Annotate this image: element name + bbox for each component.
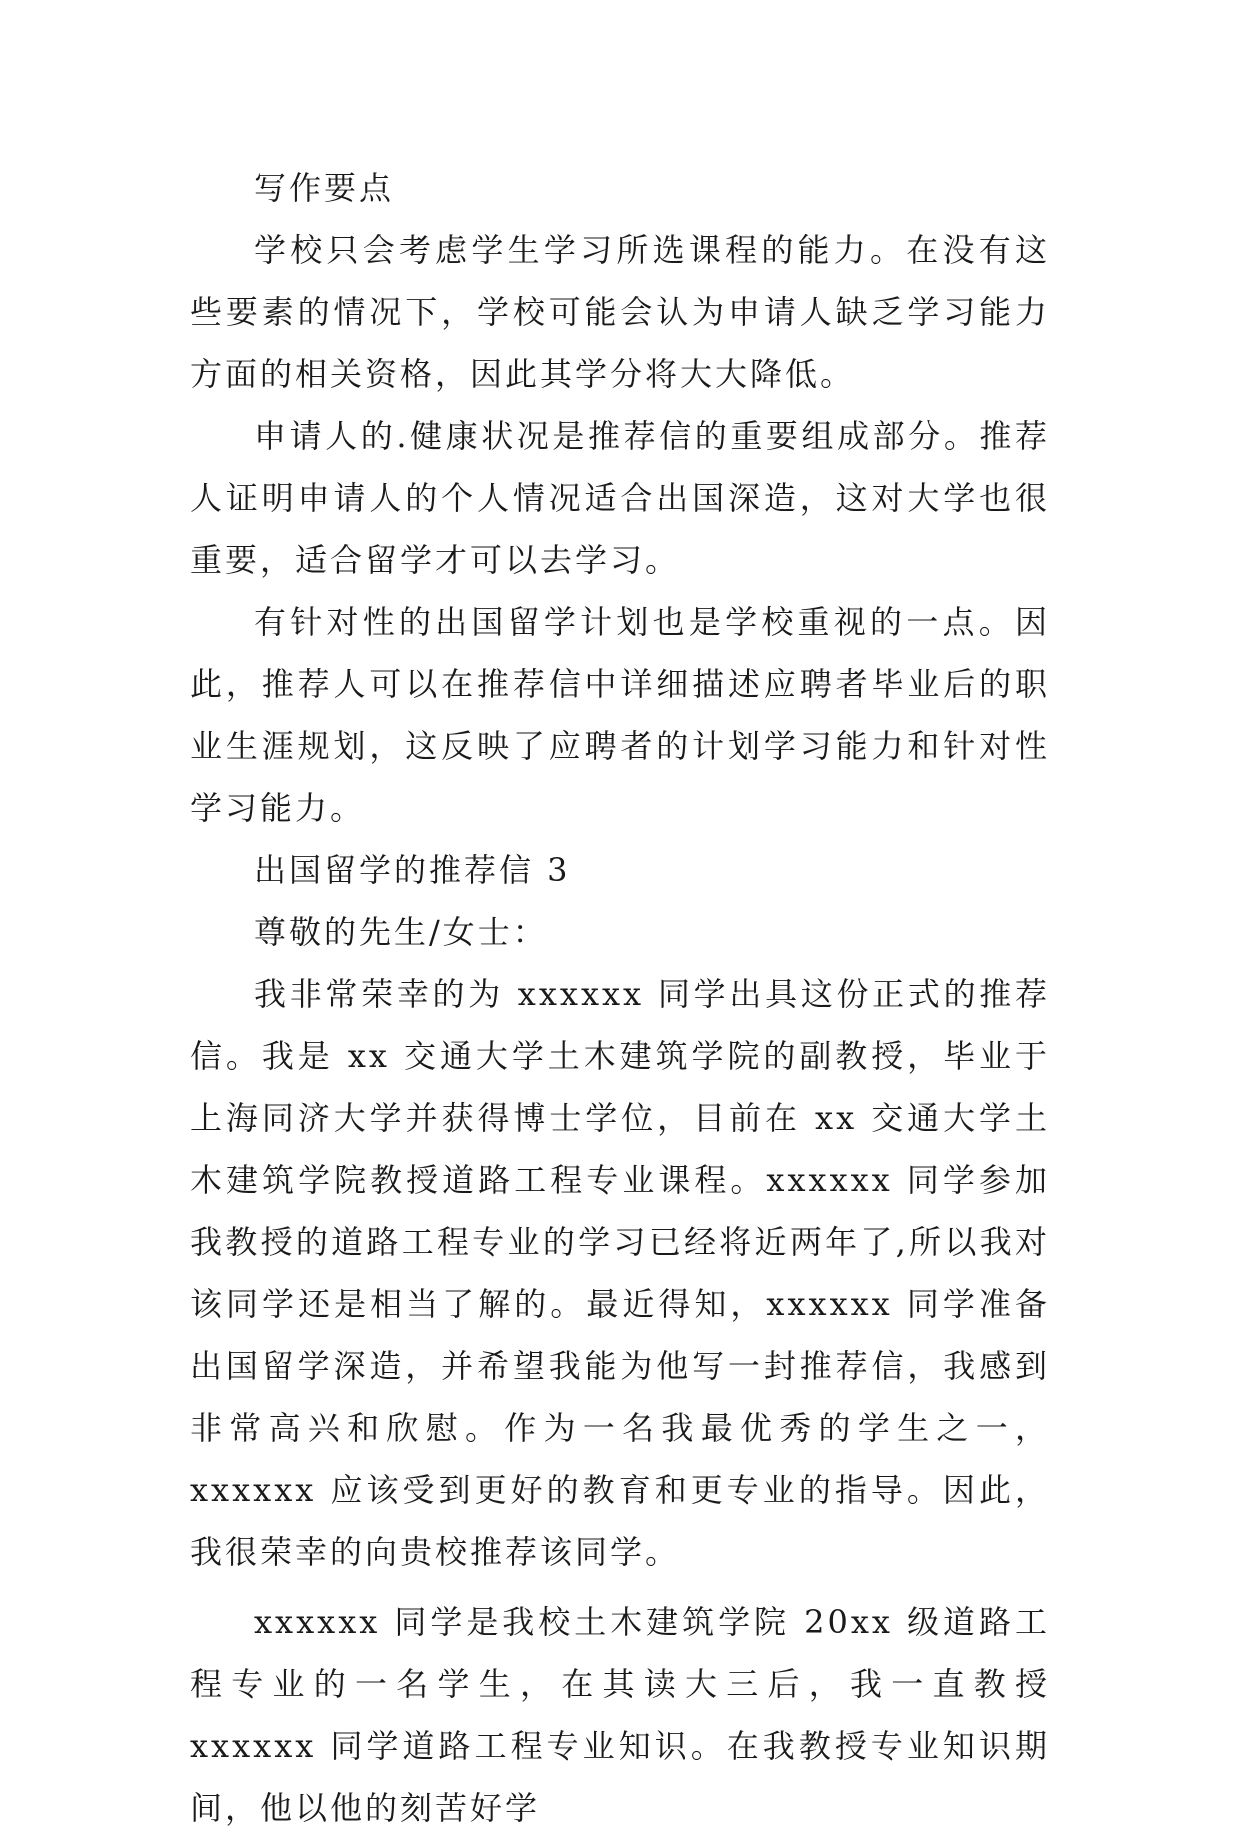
paragraph: 我非常荣幸的为 xxxxxx 同学出具这份正式的推荐信。我是 xx 交通大学土木建筑学院的副教授，毕业于上海同济大学并获得博士学位，目前在 xx 交通大学土木建筑学院教授道路工程专业课程。xxxxxx 同学参加我教授的道路工程专业的学习已经将近两年了,所以我对该同学还是相当了解的。最近得知，xxxxxx 同学准备出国留学深造，并希望我能为他写一封推荐信，我感到非常高兴和欣慰。作为一名我最优秀的学生之一，xxxxxx 应该受到更好的教育和更专业的指导。因此，我很荣幸的向贵校推荐该同学。 bbox=[190, 975, 1050, 1571]
document-body bbox=[190, 157, 1050, 1839]
paragraph: xxxxxx 同学是我校土木建筑学院 20xx 级道路工程专业的一名学生，在其读大三后，我一直教授 xxxxxx 同学道路工程专业知识。在我教授专业知识期间，他以他的刻苦好学 bbox=[190, 1603, 1050, 1827]
paragraph: 有针对性的出国留学计划也是学校重视的一点。因此，推荐人可以在推荐信中详细描述应聘者毕业后的职业生涯规划，这反映了应聘者的计划学习能力和针对性学习能力。 bbox=[190, 603, 1050, 827]
heading-writing-points: 写作要点 bbox=[254, 169, 395, 207]
paragraph: 学校只会考虑学生学习所选课程的能力。在没有这些要素的情况下，学校可能会认为申请人缺乏学习能力方面的相关资格，因此其学分将大大降低。 bbox=[190, 231, 1050, 393]
letter-title: 出国留学的推荐信 3 bbox=[254, 851, 571, 889]
paragraph: 申请人的.健康状况是推荐信的重要组成部分。推荐人证明申请人的个人情况适合出国深造，这对大学也很重要，适合留学才可以去学习。 bbox=[190, 417, 1050, 579]
salutation: 尊敬的先生/女士： bbox=[254, 913, 548, 951]
